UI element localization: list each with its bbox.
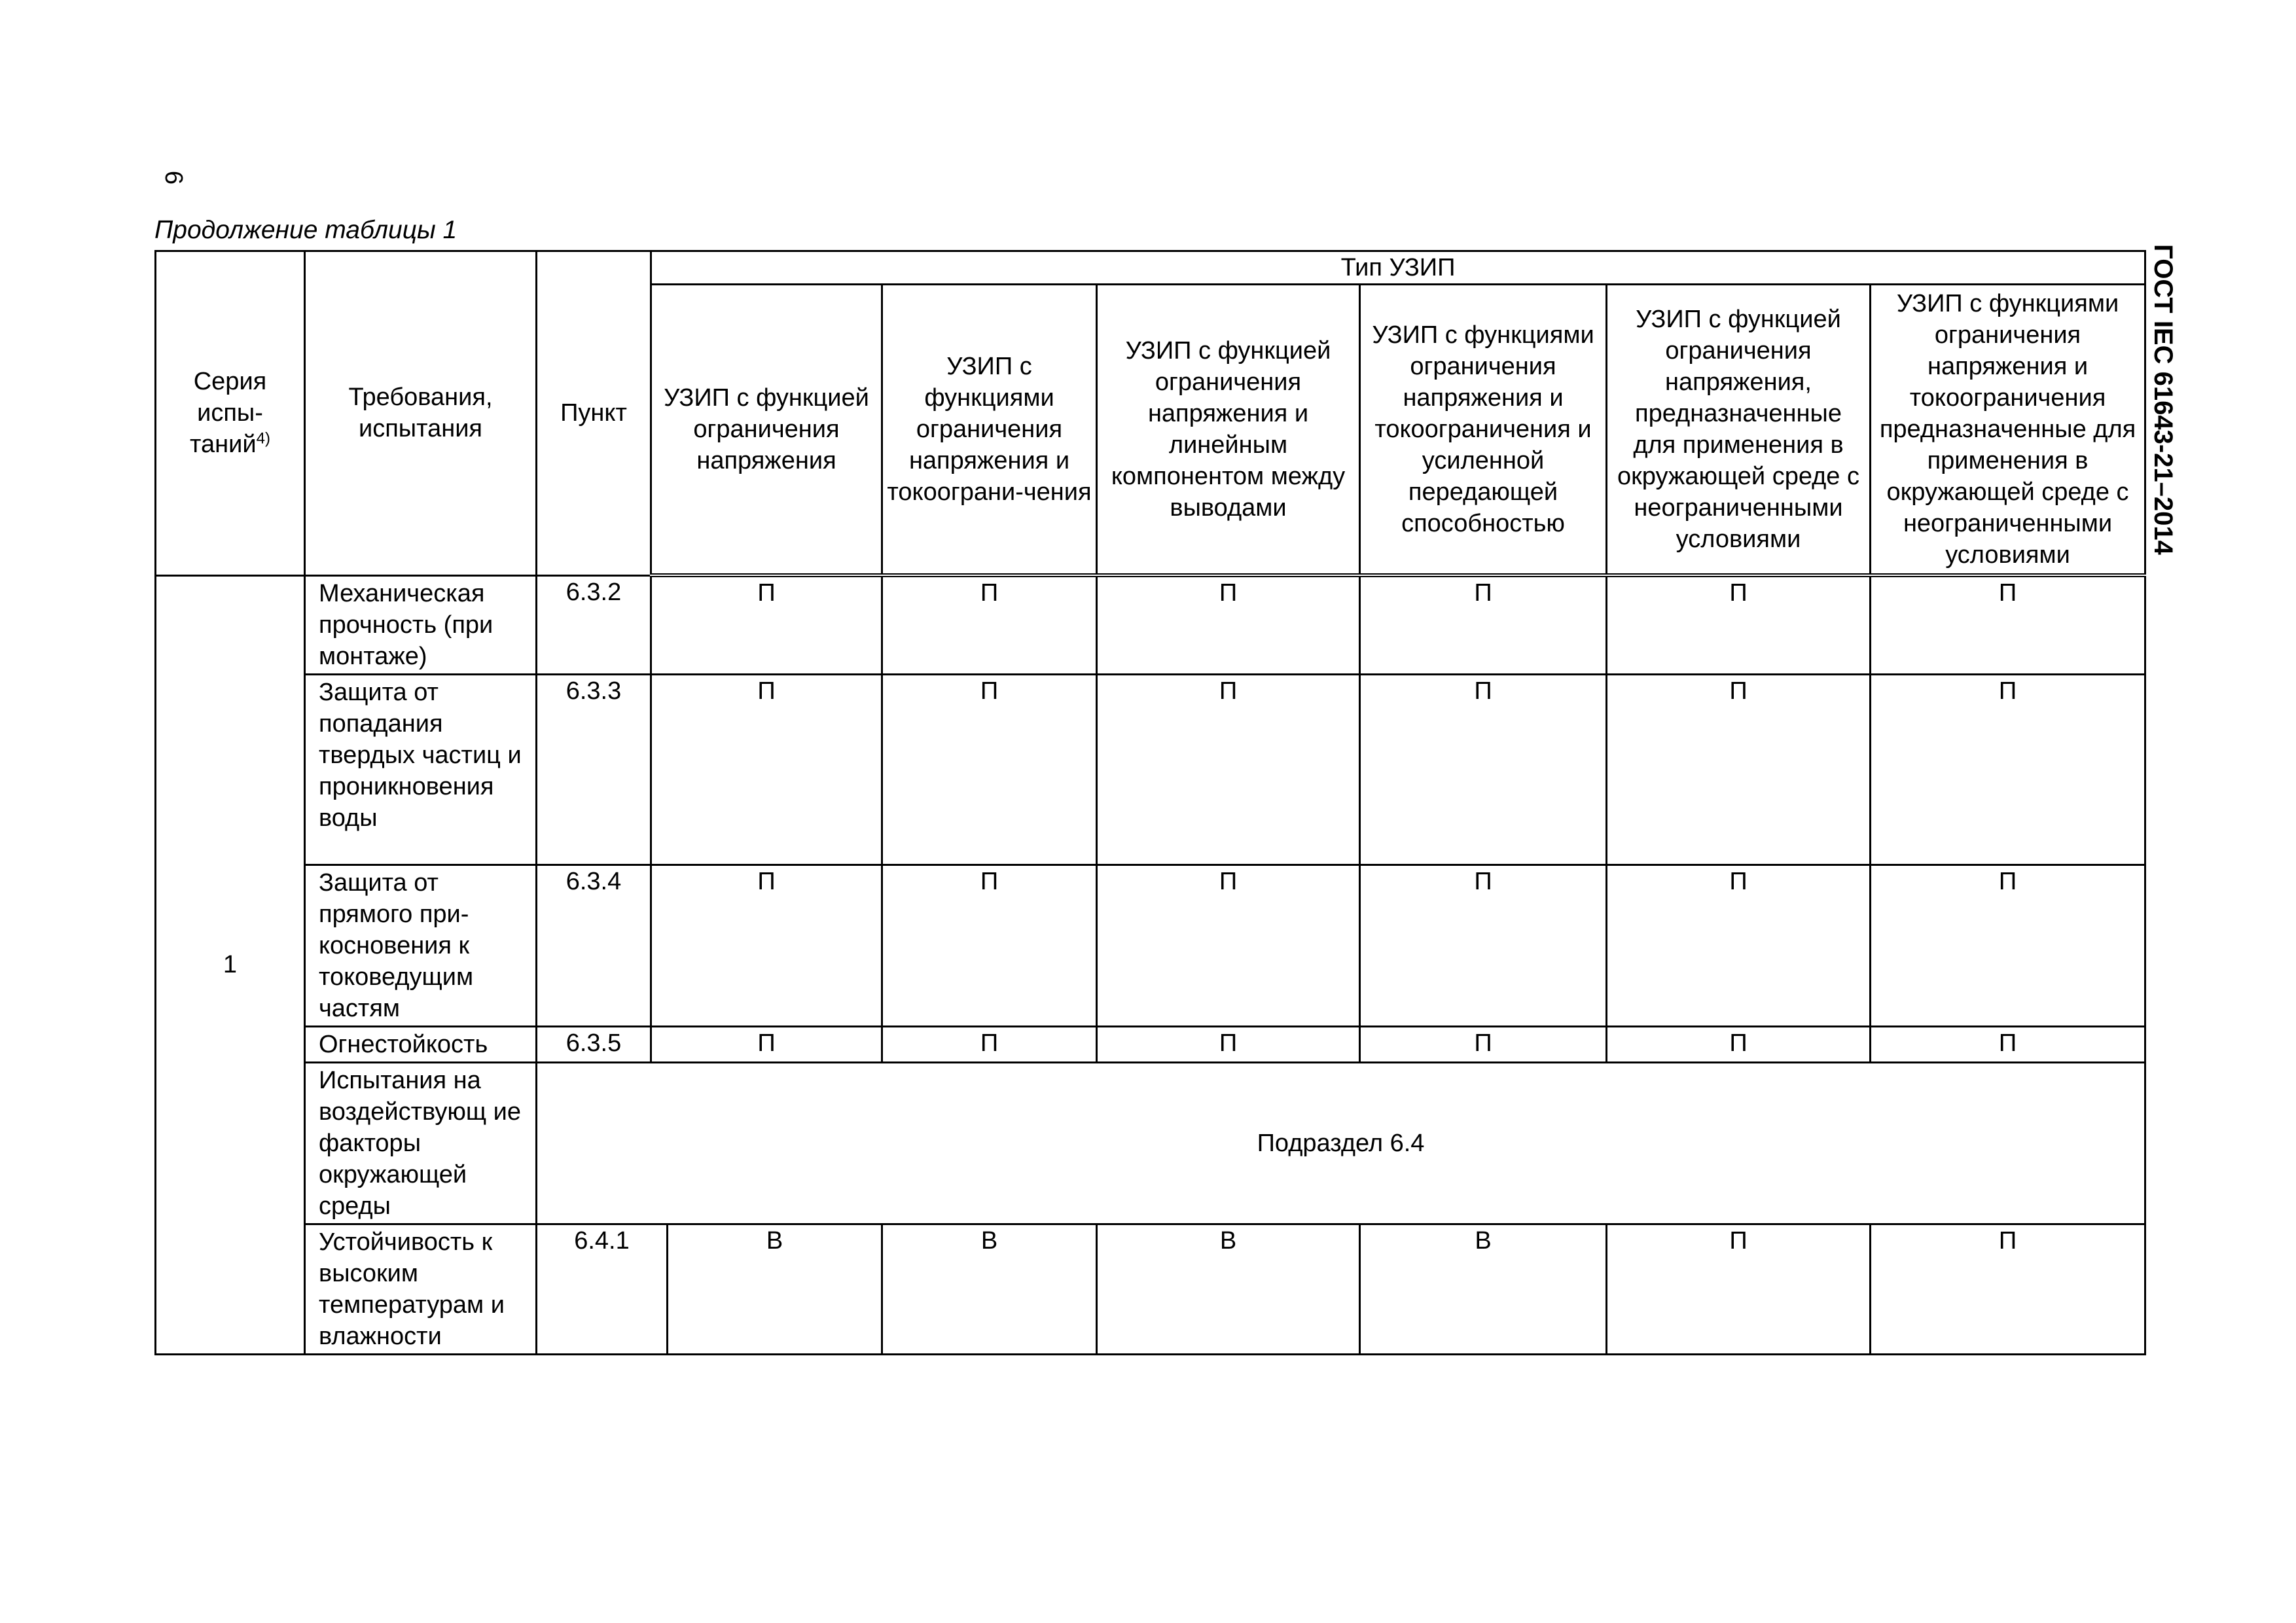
table-row: [156, 1062, 2145, 1224]
clause-cell: 6.3.4: [537, 865, 651, 1026]
table-row: [156, 674, 2145, 865]
value-cell: П: [882, 865, 1097, 1026]
document-code: [2143, 229, 2182, 569]
header-requirements: Требования, испытания: [305, 251, 537, 576]
header-type-5: УЗИП с функцией ограничения напряжения, предназначенные для применения в окружающей среде с неограниченными условиями: [1607, 285, 1871, 576]
value-cell: П: [1097, 674, 1360, 865]
value-cell: В: [1097, 1224, 1360, 1354]
requirements-table: [154, 250, 2146, 1355]
value-cell: П: [1360, 674, 1607, 865]
requirement-cell: Защита от прямого при-косновения к токоведущим частям: [305, 865, 537, 1026]
requirement-cell: Защита от попадания твердых частиц и проникновения воды: [305, 674, 537, 865]
header-clause: Пункт: [537, 251, 651, 576]
value-cell: П: [1607, 575, 1871, 674]
header-type-1: УЗИП с функцией ограничения напряжения: [651, 285, 882, 576]
value-cell: П: [1871, 674, 2145, 865]
value-cell: П: [1360, 1026, 1607, 1062]
value-cell: П: [1097, 1026, 1360, 1062]
table-caption: Продолжение таблицы 1: [154, 216, 457, 244]
header-series: Серия испы-таний$^{4)}$: [156, 251, 305, 576]
value-cell: В: [882, 1224, 1097, 1354]
header-type-4: УЗИП с функциями ограничения напряжения и токоограничения и усиленной передающей способностью: [1360, 285, 1607, 576]
page-number: 6: [160, 170, 188, 185]
clause-cell: 6.3.2: [537, 575, 651, 674]
value-cell: П: [1360, 575, 1607, 674]
clause-cell: 6.3.3: [537, 674, 651, 865]
table-row: [156, 865, 2145, 1026]
value-cell: П: [1607, 674, 1871, 865]
value-cell: П: [651, 674, 882, 865]
header-type-3: УЗИП с функцией ограничения напряжения и линейным компонентом между выводами: [1097, 285, 1360, 576]
value-cell: П: [1607, 1224, 1871, 1354]
value-cell: П: [1360, 865, 1607, 1026]
clause-cell: 6.4.1: [537, 1224, 668, 1354]
header-type-6: УЗИП с функциями ограничения напряжения и токоограничения предназначенные для применения в окружающей среде с неограниченными условиями: [1871, 285, 2145, 576]
value-cell: П: [882, 575, 1097, 674]
document-code-text: ГОСТ IEC 61643-21–2014: [2148, 243, 2178, 555]
value-cell: П: [1871, 575, 2145, 674]
subsection-reference: Подраздел 6.4: [537, 1062, 2145, 1224]
value-cell: В: [1360, 1224, 1607, 1354]
value-cell: П: [1871, 865, 2145, 1026]
header-type-group: Тип УЗИП: [651, 251, 2145, 285]
value-cell: П: [1607, 865, 1871, 1026]
table-row: [156, 1224, 2145, 1354]
value-cell: П: [1871, 1026, 2145, 1062]
requirement-cell: Испытания на воздействующ ие факторы окружающей среды: [305, 1062, 537, 1224]
requirement-cell: Механическая прочность (при монтаже): [305, 575, 537, 674]
value-cell: П: [1871, 1224, 2145, 1354]
value-cell: П: [651, 865, 882, 1026]
clause-cell: 6.3.5: [537, 1026, 651, 1062]
header-type-2: УЗИП с функциями ограничения напряжения и токоограни-чения: [882, 285, 1097, 576]
table-row: [156, 575, 2145, 674]
value-cell: В: [668, 1224, 882, 1354]
value-cell: П: [882, 674, 1097, 865]
value-cell: П: [1097, 865, 1360, 1026]
requirement-cell: Устойчивость к высоким температурам и влажности: [305, 1224, 537, 1354]
value-cell: П: [1097, 575, 1360, 674]
value-cell: П: [651, 575, 882, 674]
table-row: [156, 1026, 2145, 1062]
series-value: 1: [156, 575, 305, 1354]
value-cell: П: [882, 1026, 1097, 1062]
value-cell: П: [651, 1026, 882, 1062]
requirement-cell: Огнестойкость: [305, 1026, 537, 1062]
value-cell: П: [1607, 1026, 1871, 1062]
